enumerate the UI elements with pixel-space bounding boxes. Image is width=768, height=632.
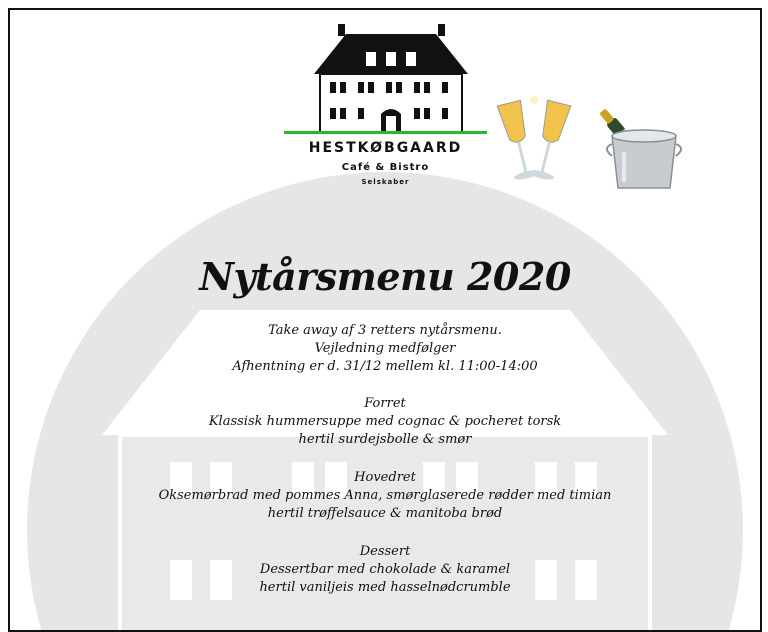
menu-title: Nytårsmenu 2020 [199,254,571,299]
intro-line: Take away af 3 retters nytårsmenu. [268,323,502,338]
brand-accent-line [284,131,487,134]
course-line: Oksemørbrad med pommes Anna, smørglaserede rødder med timian [158,488,612,503]
champagne-bucket-icon [598,96,690,196]
brand-tagline: Selskaber [361,178,410,186]
course-heading-hovedret: Hovedret [354,470,416,485]
brand-name: HESTKØBGAARD [308,140,463,156]
menu-page [8,8,762,632]
course-line: Klassisk hummersuppe med cognac & pocheret torsk [208,414,562,429]
course-line: hertil trøffelsauce & manitoba brød [267,506,503,521]
course-line: Dessertbar med chokolade & karamel [259,562,511,577]
course-heading-dessert: Dessert [359,544,411,559]
course-heading-forret: Forret [364,396,406,411]
manor-house-logo-icon [306,22,476,142]
brand-subtitle: Café & Bistro [341,162,430,173]
intro-line: Vejledning medfølger [314,341,456,356]
course-line: hertil surdejsbolle & smør [298,432,472,447]
course-line: hertil vaniljeis med hasselnødcrumble [259,580,511,595]
intro-line: Afhentning er d. 31/12 mellem kl. 11:00-14:00 [232,359,538,374]
champagne-glasses-icon [488,90,580,190]
